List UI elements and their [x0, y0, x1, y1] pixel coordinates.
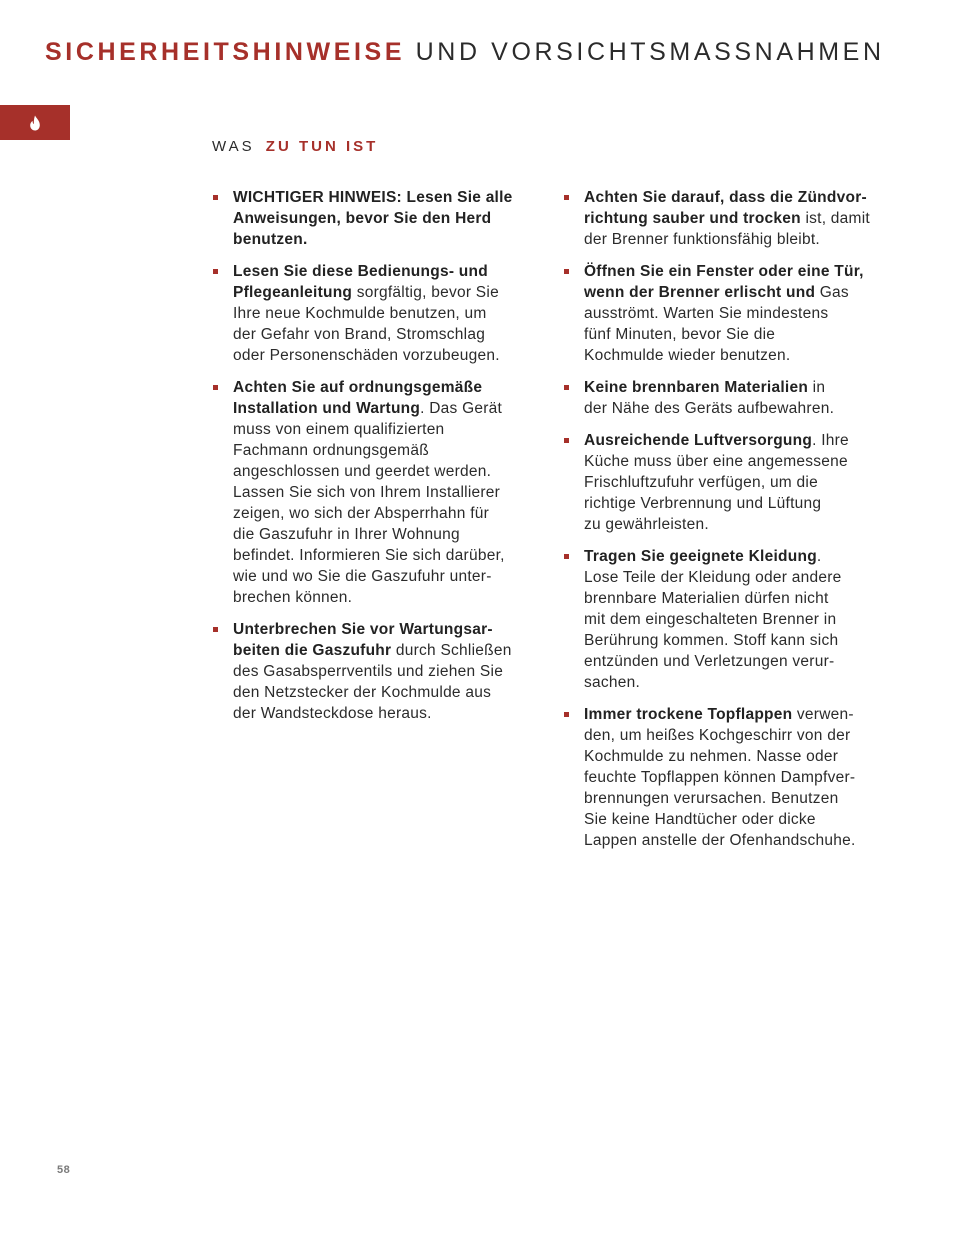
list-item-text: . Das Gerät	[420, 400, 503, 417]
list-item-text: Ihre neue Kochmulde benutzen, um	[233, 305, 487, 322]
bullet-icon	[564, 712, 569, 717]
list-item-text: ausströmt. Warten Sie mindestens	[584, 305, 829, 322]
list-item-text: Tragen Sie geeignete Kleidung	[584, 548, 817, 565]
list-item-text: mit dem eingeschalteten Brenner in	[584, 611, 837, 628]
list-item-text: wie und wo Sie die Gaszufuhr unter-	[233, 568, 492, 585]
bullet-icon	[213, 269, 218, 274]
page-title	[45, 36, 885, 68]
list-item-text: muss von einem qualifizierten	[233, 421, 445, 438]
bullet-icon	[564, 385, 569, 390]
section-heading-bold: ZU TUN IST	[265, 138, 379, 155]
list-item-text: Öffnen Sie ein Fenster oder eine Tür,	[584, 263, 864, 280]
list-item-text: Ausreichende Luftversorgung	[584, 432, 813, 449]
list-item-text: Pflegeanleitung	[233, 284, 353, 301]
list-item-text: Achten Sie darauf, dass die Zündvor-	[584, 189, 867, 206]
list-item-text: verwen-	[792, 706, 854, 723]
list-item-text: der Wandsteckdose heraus.	[233, 705, 432, 722]
list-item-text: feuchte Topflappen können Dampfver-	[584, 769, 856, 786]
list-item-text: Unterbrechen Sie vor Wartungsar-	[233, 621, 493, 638]
list-item-text: brennungen verursachen. Benutzen	[584, 790, 839, 807]
list-item-text: richtige Verbrennung und Lüftung	[584, 495, 822, 512]
list-item-text: des Gasabsperrventils und ziehen Sie	[233, 663, 504, 680]
list-item-text: Keine brennbaren Materialien	[584, 379, 809, 396]
bullet-icon	[564, 195, 569, 200]
list-item-text: . Ihre	[812, 432, 849, 449]
page-title-bold: SICHERHEITSHINWEISE	[45, 38, 406, 66]
list-item	[563, 261, 893, 366]
list-item-text: Lappen anstelle der Ofenhandschuhe.	[584, 832, 856, 849]
list-item-text: WICHTIGER HINWEIS: Lesen Sie alle	[233, 189, 513, 206]
list-item-text: Anweisungen, bevor Sie den Herd	[233, 210, 492, 227]
list-item	[212, 261, 532, 366]
list-item-text: Frischluftzufuhr verfügen, um die	[584, 474, 818, 491]
list-item-text: Sie keine Handtücher oder dicke	[584, 811, 816, 828]
list-item	[212, 377, 532, 608]
section-tab	[0, 105, 70, 140]
list-item-text: Lose Teile der Kleidung oder andere	[584, 569, 842, 586]
list-item-text: Installation und Wartung	[233, 400, 421, 417]
list-item-text: brechen können.	[233, 589, 353, 606]
list-item-text: fünf Minuten, bevor Sie die	[584, 326, 776, 343]
list-item-text: in	[808, 379, 826, 396]
bullet-icon	[213, 195, 218, 200]
page-number: 58	[57, 1164, 71, 1176]
bullet-icon	[213, 385, 218, 390]
list-item-text: beiten die Gaszufuhr	[233, 642, 392, 659]
section-heading	[212, 138, 378, 156]
list-item-text: entzünden und Verletzungen verur-	[584, 653, 835, 670]
list-item-text: zeigen, wo sich der Absperrhahn für	[233, 505, 490, 522]
bullet-icon	[564, 438, 569, 443]
list-item-text: Immer trockene Topflappen	[584, 706, 793, 723]
bullet-icon	[564, 269, 569, 274]
list-item-text: angeschlossen und geerdet werden.	[233, 463, 492, 480]
list-item	[563, 704, 893, 851]
list-item	[563, 546, 893, 693]
list-item-text: oder Personenschäden vorzubeugen.	[233, 347, 500, 364]
list-item	[563, 377, 893, 419]
section-heading-light: WAS	[212, 138, 255, 155]
list-item-text: den, um heißes Kochgeschirr von der	[584, 727, 851, 744]
list-item-text: sachen.	[584, 674, 641, 691]
list-item	[563, 430, 893, 535]
list-item-text: Kochmulde zu nehmen. Nasse oder	[584, 748, 839, 765]
right-column	[563, 187, 893, 862]
list-item-text: der Gefahr von Brand, Stromschlag	[233, 326, 486, 343]
list-item-text: Achten Sie auf ordnungsgemäße	[233, 379, 483, 396]
list-item-text: Fachmann ordnungsgemäß	[233, 442, 429, 459]
list-item	[212, 619, 532, 724]
list-item-text: zu gewährleisten.	[584, 516, 709, 533]
list-item	[212, 187, 532, 250]
list-item-text: Lassen Sie sich von Ihrem Installierer	[233, 484, 501, 501]
bullet-icon	[564, 554, 569, 559]
list-item-text: der Nähe des Geräts aufbewahren.	[584, 400, 835, 417]
flame-icon	[28, 115, 42, 131]
list-item-text: wenn der Brenner erlischt und	[584, 284, 816, 301]
list-item-text: brennbare Materialien dürfen nicht	[584, 590, 829, 607]
list-item	[563, 187, 893, 250]
list-item-text: den Netzstecker der Kochmulde aus	[233, 684, 492, 701]
list-item-text: benutzen.	[233, 231, 308, 248]
list-item-text: die Gaszufuhr in Ihrer Wohnung	[233, 526, 460, 543]
list-item-text: ist, damit	[800, 210, 870, 227]
list-item-text: .	[816, 548, 822, 565]
list-item-text: befindet. Informieren Sie sich darüber,	[233, 547, 505, 564]
list-item-text: Berührung kommen. Stoff kann sich	[584, 632, 839, 649]
bullet-icon	[213, 627, 218, 632]
list-item-text: der Brenner funktionsfähig bleibt.	[584, 231, 820, 248]
list-item-text: Gas	[815, 284, 849, 301]
left-column	[212, 187, 532, 735]
list-item-text: Küche muss über eine angemessene	[584, 453, 848, 470]
page-title-light: UND VORSICHTSMASSNAHMEN	[415, 38, 885, 66]
list-item-text: Lesen Sie diese Bedienungs- und	[233, 263, 488, 280]
list-item-text: Kochmulde wieder benutzen.	[584, 347, 791, 364]
list-item-text: richtung sauber und trocken	[584, 210, 801, 227]
list-item-text: sorgfältig, bevor Sie	[352, 284, 499, 301]
list-item-text: durch Schließen	[391, 642, 512, 659]
